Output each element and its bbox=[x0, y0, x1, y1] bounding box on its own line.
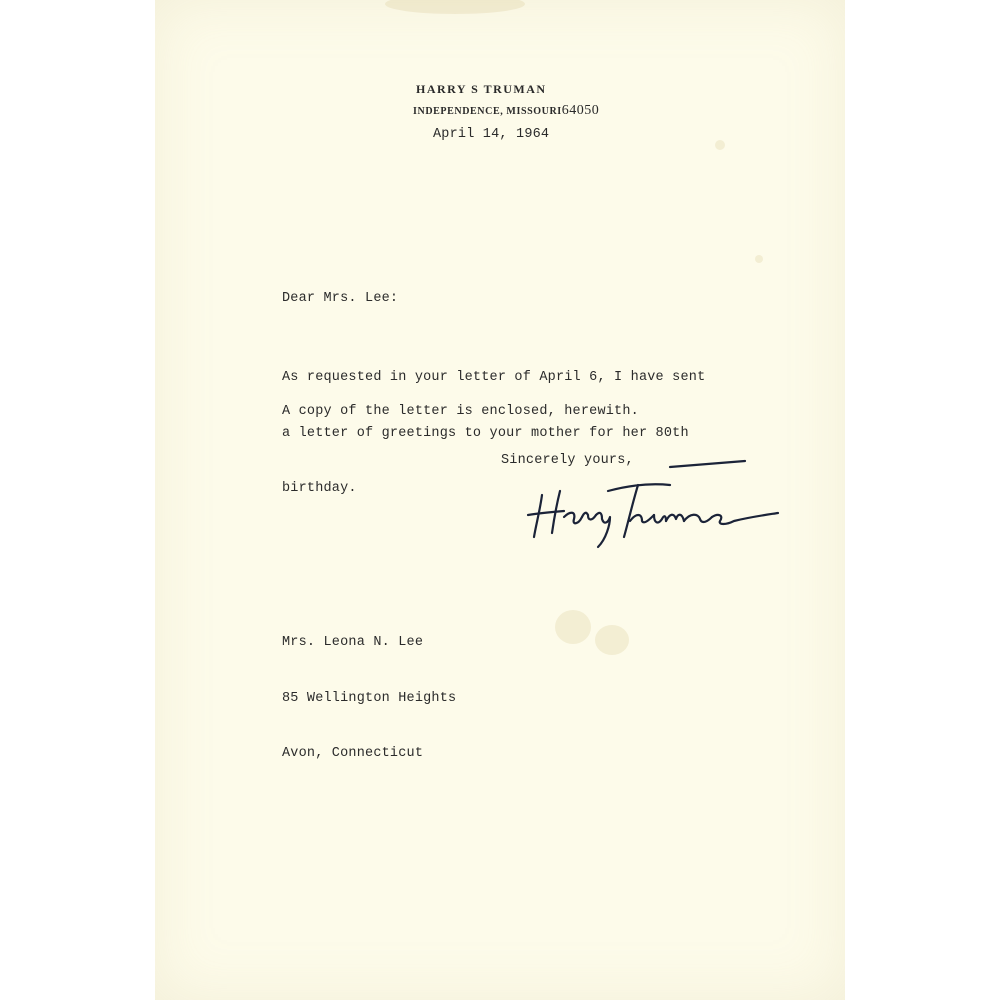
salutation: Dear Mrs. Lee: bbox=[282, 291, 399, 306]
letterhead-city-state: INDEPENDENCE, MISSOURI bbox=[413, 106, 562, 117]
letter-date: April 14, 1964 bbox=[433, 127, 550, 142]
body-line: birthday. bbox=[282, 481, 357, 496]
recipient-line: 85 Wellington Heights bbox=[282, 690, 457, 706]
letterhead-address bbox=[413, 103, 599, 119]
paper-stain bbox=[595, 625, 629, 655]
recipient-line: Mrs. Leona N. Lee bbox=[282, 635, 424, 650]
body-line: a letter of greetings to your mother for her 80th bbox=[282, 425, 689, 441]
recipient-line: Avon, Connecticut bbox=[282, 746, 424, 761]
handwritten-signature bbox=[520, 455, 780, 550]
paper-stain bbox=[555, 610, 591, 644]
paper-stain bbox=[715, 140, 725, 150]
paper-stain bbox=[385, 0, 525, 14]
paper-stain bbox=[755, 255, 763, 263]
closing: Sincerely yours, bbox=[501, 453, 634, 468]
body-line: As requested in your letter of April 6, I have sent bbox=[282, 370, 706, 385]
letterhead-name: HARRY S TRUMAN bbox=[416, 82, 547, 96]
letter-sheet bbox=[155, 0, 845, 1000]
letterhead bbox=[413, 82, 599, 119]
letterhead-zip: 64050 bbox=[561, 103, 600, 118]
body-paragraph-2: A copy of the letter is enclosed, herewith. bbox=[282, 404, 639, 419]
recipient-address bbox=[282, 597, 456, 801]
